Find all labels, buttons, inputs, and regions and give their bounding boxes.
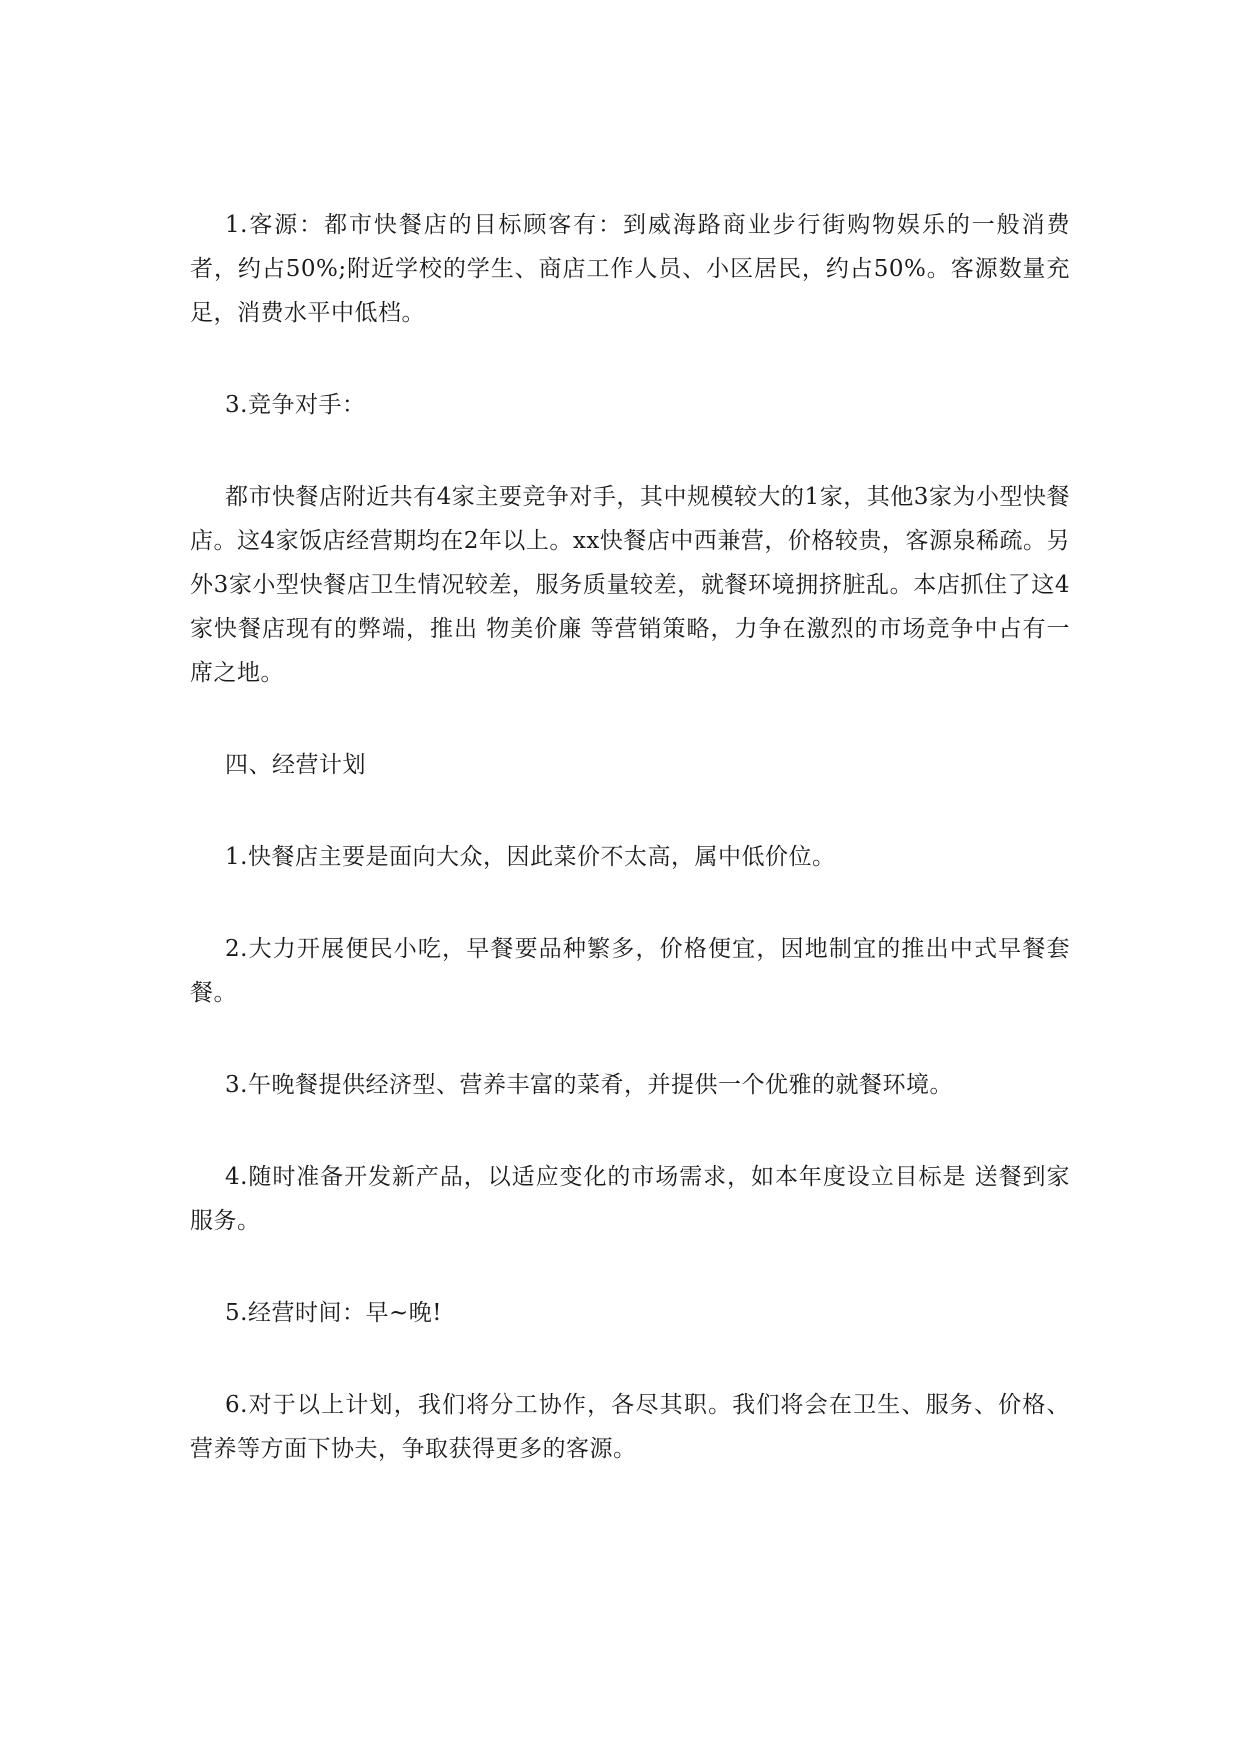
paragraph-plan-item-4: 4.随时准备开发新产品，以适应变化的市场需求，如本年度设立目标是 送餐到家 服务。 xyxy=(190,1164,1070,1234)
document-body xyxy=(190,203,1070,1517)
paragraph-plan-item-2: 2.大力开展便民小吃，早餐要品种繁多，价格便宜，因地制宜的推出中式早餐套餐。 xyxy=(190,936,1070,1006)
paragraph-customer-source: 1.客源：都市快餐店的目标顾客有：到威海路商业步行街购物娱乐的一般消费者，约占50%;附近学校的学生、商店工作人员、小区居民，约占50%。客源数量充足，消费水平中低档。 xyxy=(190,212,1070,326)
paragraph-competitors-detail: 都市快餐店附近共有4家主要竞争对手，其中规模较大的1家，其他3家为小型快餐店。这4家饭店经营期均在2年以上。xx快餐店中西兼营，价格较贵，客源泉稀疏。另外3家小型快餐店卫生情况较差，服务质量较差，就餐环境拥挤脏乱。本店抓住了这4家快餐店现有的弊端，推出 物美价廉 等营销策略，力争在激烈的市场竞争中占有一席之地。 xyxy=(190,484,1070,686)
paragraph-plan-item-6: 6.对于以上计划，我们将分工协作，各尽其职。我们将会在卫生、服务、价格、营养等方面下协夫，争取获得更多的客源。 xyxy=(190,1392,1070,1462)
paragraph-competitors-heading: 3.竞争对手： xyxy=(225,392,366,418)
paragraph-plan-item-5: 5.经营时间：早~晚! xyxy=(225,1300,442,1326)
paragraph-plan-item-1: 1.快餐店主要是面向大众，因此菜价不太高，属中低价位。 xyxy=(225,844,836,870)
section-heading-business-plan: 四、经营计划 xyxy=(225,752,366,778)
paragraph-plan-item-3: 3.午晚餐提供经济型、营养丰富的菜肴，并提供一个优雅的就餐环境。 xyxy=(225,1072,953,1098)
